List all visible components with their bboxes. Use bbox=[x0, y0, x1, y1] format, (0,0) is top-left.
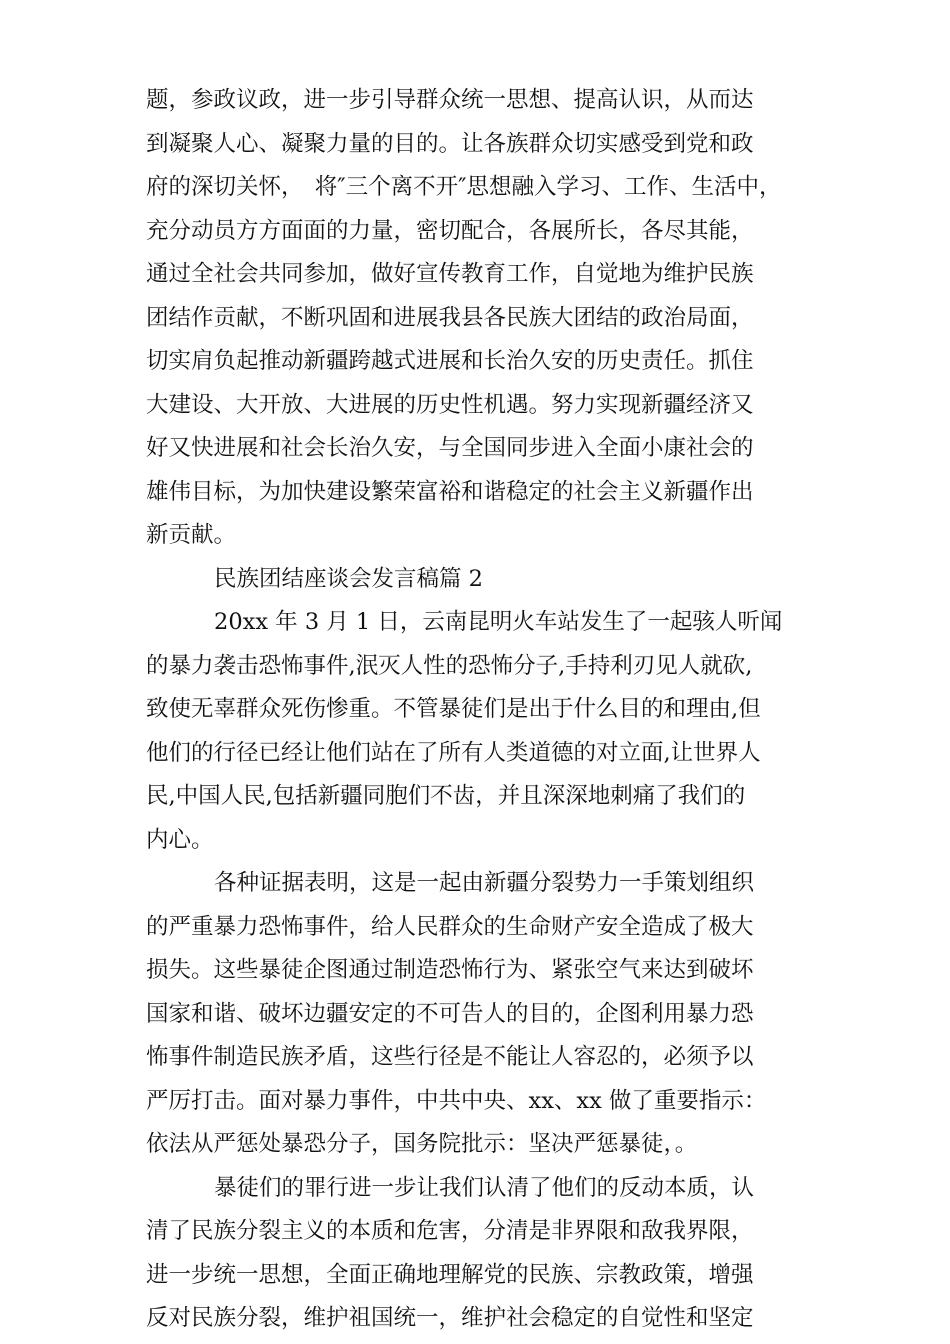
section-heading: 民族团结座谈会发言稿篇 2 bbox=[214, 565, 483, 592]
text-line: 反对民族分裂，维护祖国统一，维护社会稳定的自觉性和坚定 bbox=[146, 1305, 754, 1331]
text-line: 切实肩负起推动新疆跨越式进展和长治久安的历史责任。抓住 bbox=[146, 348, 754, 374]
text-line: 民,中国人民,包括新疆同胞们不齿，并且深深地刺痛了我们的 bbox=[146, 783, 746, 809]
text-line: 损失。这些暴徒企图通过制造恐怖行为、紧张空气来达到破坏 bbox=[146, 957, 754, 983]
text-line: 清了民族分裂主义的本质和危害，分清是非界限和敌我界限， bbox=[146, 1218, 754, 1244]
text-line: 怖事件制造民族矛盾，这些行径是不能让人容忍的，必须予以 bbox=[146, 1044, 754, 1070]
text-line: 进一步统一思想，全面正确地理解党的民族、宗教政策，增强 bbox=[146, 1261, 754, 1288]
text-line: 府的深切关怀， 将″三个离不开″思想融入学习、工作、生活中， bbox=[146, 174, 782, 200]
text-line: 依法从严惩处暴恐分子，国务院批示：坚决严惩暴徒，。 bbox=[146, 1131, 698, 1157]
text-line: 国家和谐、破坏边疆安定的不可告人的目的，企图利用暴力恐 bbox=[146, 1000, 754, 1027]
text-line: 的严重暴力恐怖事件，给人民群众的生命财产安全造成了极大 bbox=[146, 913, 754, 940]
text-line: 到凝聚人心、凝聚力量的目的。让各族群众切实感受到党和政 bbox=[146, 130, 754, 157]
text-line: 题，参政议政，进一步引导群众统一思想、提高认识，从而达 bbox=[146, 87, 754, 113]
text-line: 雄伟目标，为加快建设繁荣富裕和谐稳定的社会主义新疆作出 bbox=[146, 478, 754, 505]
text-line: 通过全社会共同参加，做好宣传教育工作，自觉地为维护民族 bbox=[146, 261, 754, 287]
text-line: 致使无辜群众死伤惨重。不管暴徒们是出于什么目的和理由,但 bbox=[146, 696, 761, 722]
text-line: 好又快进展和社会长治久安，与全国同步进入全面小康社会的 bbox=[146, 435, 754, 461]
text-line: 20xx 年 3 月 1 日，云南昆明火车站发生了一起骇人听闻 bbox=[214, 609, 783, 635]
text-line: 严厉打击。面对暴力事件，中共中央、xx、xx 做了重要指示： bbox=[146, 1087, 767, 1114]
text-line: 团结作贡献，不断巩固和进展我县各民族大团结的政治局面， bbox=[146, 304, 754, 331]
text-line: 的暴力袭击恐怖事件,泯灭人性的恐怖分子,手持利刃见人就砍, bbox=[146, 652, 753, 679]
text-line: 大建设、大开放、大进展的历史性机遇。努力实现新疆经济又 bbox=[146, 391, 754, 418]
text-line: 内心。 bbox=[146, 826, 214, 853]
text-line: 新贡献。 bbox=[146, 522, 237, 548]
text-line: 各种证据表明，这是一起由新疆分裂势力一手策划组织 bbox=[214, 870, 755, 896]
text-line: 充分动员方方面面的力量，密切配合，各展所长，各尽其能， bbox=[146, 217, 754, 244]
text-line: 他们的行径已经让他们站在了所有人类道德的对立面,让世界人 bbox=[146, 739, 761, 766]
text-line: 暴徒们的罪行进一步让我们认清了他们的反动本质，认 bbox=[214, 1174, 755, 1201]
